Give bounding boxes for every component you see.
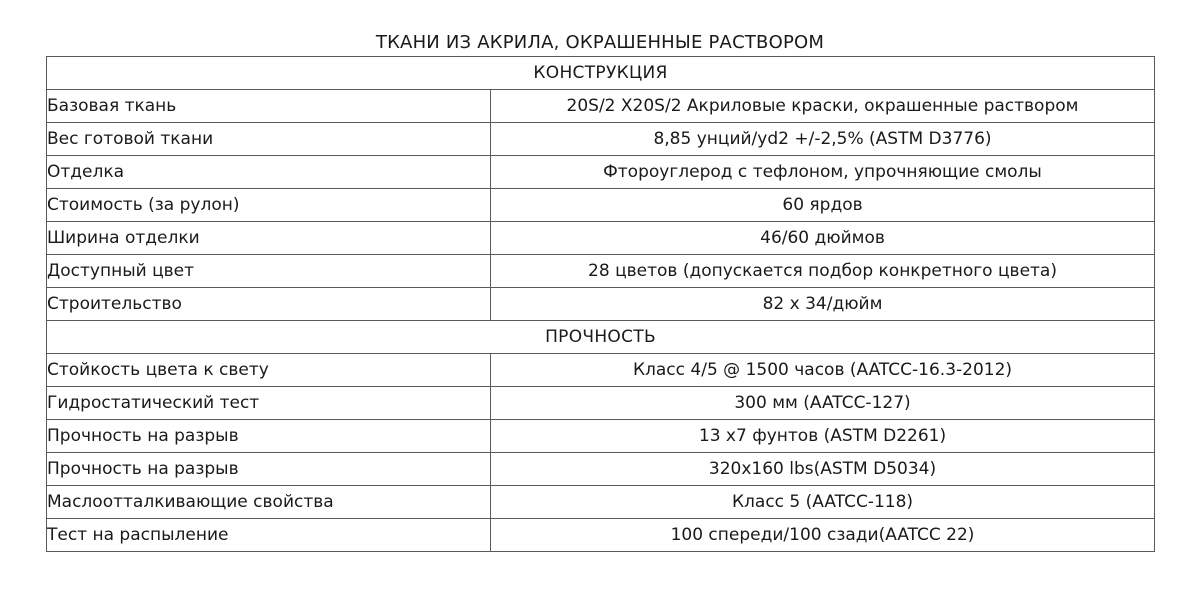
table-row	[47, 354, 1155, 387]
row-label: Отделка	[47, 156, 491, 189]
row-label: Маслоотталкивающие свойства	[47, 486, 491, 519]
row-value: Класс 4/5 @ 1500 часов (AATCC-16.3-2012)	[491, 354, 1155, 387]
table-row	[47, 288, 1155, 321]
row-label: Строительство	[47, 288, 491, 321]
row-label: Доступный цвет	[47, 255, 491, 288]
table-row	[47, 519, 1155, 552]
section-header-row	[47, 321, 1155, 354]
row-value: 100 спереди/100 сзади(AATCC 22)	[491, 519, 1155, 552]
row-value: Фтороуглерод с тефлоном, упрочняющие смолы	[491, 156, 1155, 189]
row-value: 28 цветов (допускается подбор конкретного цвета)	[491, 255, 1155, 288]
table-row	[47, 123, 1155, 156]
row-label: Тест на распыление	[47, 519, 491, 552]
row-value: 82 x 34/дюйм	[491, 288, 1155, 321]
section-header-row	[47, 57, 1155, 90]
table-title: ТКАНИ ИЗ АКРИЛА, ОКРАШЕННЫЕ РАСТВОРОМ	[375, 32, 825, 53]
table-row	[47, 255, 1155, 288]
row-value: 320x160 lbs(ASTM D5034)	[491, 453, 1155, 486]
row-value: 8,85 унций/yd2 +/-2,5% (ASTM D3776)	[491, 123, 1155, 156]
row-label: Гидростатический тест	[47, 387, 491, 420]
table-row	[47, 486, 1155, 519]
row-value: Класс 5 (AATCC-118)	[491, 486, 1155, 519]
row-value: 13 x7 фунтов (ASTM D2261)	[491, 420, 1155, 453]
row-value: 46/60 дюймов	[491, 222, 1155, 255]
row-label: Базовая ткань	[47, 90, 491, 123]
row-label: Прочность на разрыв	[47, 420, 491, 453]
table-row	[47, 453, 1155, 486]
row-label: Стоимость (за рулон)	[47, 189, 491, 222]
section-heading-construction: КОНСТРУКЦИЯ	[47, 57, 1155, 90]
table-row	[47, 156, 1155, 189]
row-value: 300 мм (AATCC-127)	[491, 387, 1155, 420]
row-value: 60 ярдов	[491, 189, 1155, 222]
table-row	[47, 90, 1155, 123]
row-value: 20S/2 X20S/2 Акриловые краски, окрашенные раствором	[491, 90, 1155, 123]
row-label: Ширина отделки	[47, 222, 491, 255]
row-label: Стойкость цвета к свету	[47, 354, 491, 387]
table-row	[47, 420, 1155, 453]
row-label: Вес готовой ткани	[47, 123, 491, 156]
table-row	[47, 222, 1155, 255]
table-row	[47, 387, 1155, 420]
spec-table	[46, 56, 1155, 552]
table-row	[47, 189, 1155, 222]
row-label: Прочность на разрыв	[47, 453, 491, 486]
section-heading-strength: ПРОЧНОСТЬ	[47, 321, 1155, 354]
